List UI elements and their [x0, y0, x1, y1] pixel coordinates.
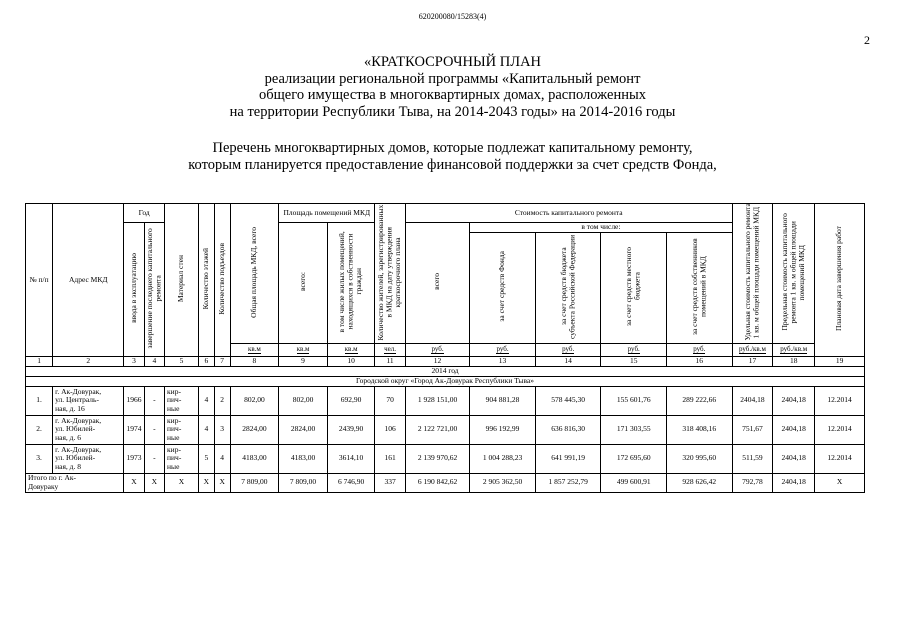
- row-max-cost: 2404,18: [773, 444, 815, 473]
- total-total-area: 7 809,00: [230, 473, 279, 492]
- row-material: кир- пич- ные: [165, 444, 199, 473]
- total-year-last-repair: X: [144, 473, 164, 492]
- subtitle-line: Перечень многоквартирных домов, которые подлежат капитальному ремонту,: [212, 140, 693, 156]
- row-cost-regional: 578 445,30: [535, 386, 601, 415]
- document-subtitle: [0, 140, 905, 173]
- row-total-area: 802,00: [230, 386, 279, 415]
- unit-cell: руб.: [405, 343, 469, 356]
- title-line: на территории Республики Тыва, на 2014-2043 годы» на 2014-2016 годы: [229, 103, 676, 120]
- total-label: Итого по г. Ак- Довураку: [26, 473, 124, 492]
- row-material: кир- пич- ные: [165, 415, 199, 444]
- row-entrances: 4: [214, 444, 230, 473]
- total-residents: 337: [375, 473, 406, 492]
- row-cost-fund: 904 881,28: [470, 386, 536, 415]
- document-title: [0, 54, 905, 120]
- unit-cell: руб./кв.м: [773, 343, 815, 356]
- row-cost-total: 1 928 151,00: [405, 386, 469, 415]
- row-entrances: 3: [214, 415, 230, 444]
- column-number: 12: [405, 356, 469, 366]
- total-floors: X: [198, 473, 214, 492]
- header-year-last-repair: завершение последнего капитального ремонта: [144, 223, 164, 357]
- total-max-cost: 2404,18: [773, 473, 815, 492]
- total-material: X: [165, 473, 199, 492]
- row-unit-cost: 751,67: [732, 415, 773, 444]
- header-residents: Количество жителей, зарегистрированных в МКД на дату утверждения краткосрочного плана: [375, 204, 406, 344]
- row-area-total: 802,00: [279, 386, 328, 415]
- row-cost-local: 171 303,55: [601, 415, 667, 444]
- column-number: 1: [26, 356, 53, 366]
- row-cost-fund: 1 004 288,23: [470, 444, 536, 473]
- row-max-cost: 2404,18: [773, 415, 815, 444]
- row-cost-owners: 320 995,60: [667, 444, 733, 473]
- row-year-commissioning: 1973: [124, 444, 144, 473]
- row-area-residential: 2439,90: [327, 415, 375, 444]
- row-material: кир- пич- ные: [165, 386, 199, 415]
- column-number: 14: [535, 356, 601, 366]
- column-number: 15: [601, 356, 667, 366]
- row-total-area: 2824,00: [230, 415, 279, 444]
- total-unit-cost: 792,78: [732, 473, 773, 492]
- header-unit-cost: Удельная стоимость капитального ремонта 1 кв. м общей площади помещений МКД: [732, 204, 773, 344]
- row-cost-owners: 318 408,16: [667, 415, 733, 444]
- title-line: общего имущества в многоквартирных домах, расположенных: [259, 87, 646, 103]
- header-cost-regional: за счет средств бюджета субъекта Российской Федерации: [535, 233, 601, 344]
- unit-cell: руб./кв.м: [732, 343, 773, 356]
- row-completion-date: 12.2014: [815, 415, 865, 444]
- header-year-group: Год: [124, 204, 165, 223]
- row-address: г. Ак-Довурак, ул. Централь- ная, д. 16: [53, 386, 124, 415]
- total-cost-local: 499 600,91: [601, 473, 667, 492]
- row-residents: 106: [375, 415, 406, 444]
- column-numbers-row: [26, 356, 865, 366]
- column-number: 3: [124, 356, 144, 366]
- header-cost-group: Стоимость капитального ремонта: [405, 204, 732, 223]
- row-cost-total: 2 122 721,00: [405, 415, 469, 444]
- header-wall-material: Материал стен: [165, 204, 199, 357]
- row-floors: 4: [198, 415, 214, 444]
- total-cost-fund: 2 905 362,50: [470, 473, 536, 492]
- header-floors: Количество этажей: [198, 204, 214, 357]
- header-area-group: Площадь помещений МКД: [279, 204, 375, 223]
- header-address: Адрес МКД: [53, 204, 124, 357]
- total-cost-owners: 928 626,42: [667, 473, 733, 492]
- total-area-total: 7 809,00: [279, 473, 328, 492]
- row-cost-local: 172 695,60: [601, 444, 667, 473]
- header-num: № п/п: [26, 204, 53, 357]
- header-total-area: Общая площадь МКД, всего: [230, 204, 279, 344]
- row-address: г. Ак-Довурак, ул. Юбилей- ная, д. 6: [53, 415, 124, 444]
- year-row: 2014 год: [26, 366, 865, 376]
- total-completion-date: X: [815, 473, 865, 492]
- total-row: [26, 473, 865, 492]
- row-cost-fund: 996 192,99: [470, 415, 536, 444]
- unit-cell: руб.: [601, 343, 667, 356]
- column-number: 9: [279, 356, 328, 366]
- row-residents: 70: [375, 386, 406, 415]
- column-number: 19: [815, 356, 865, 366]
- header-entrances: Количество подъездов: [214, 204, 230, 357]
- row-area-residential: 692,90: [327, 386, 375, 415]
- total-entrances: X: [214, 473, 230, 492]
- column-number: 10: [327, 356, 375, 366]
- unit-cell: руб.: [535, 343, 601, 356]
- row-year-last-repair: -: [144, 415, 164, 444]
- column-number: 11: [375, 356, 406, 366]
- column-number: 17: [732, 356, 773, 366]
- column-number: 18: [773, 356, 815, 366]
- header-area-residential: в том числе жилых помещений, находящихся в собственности граждан: [327, 223, 375, 344]
- column-number: 8: [230, 356, 279, 366]
- row-unit-cost: 511,59: [732, 444, 773, 473]
- unit-cell: руб.: [667, 343, 733, 356]
- unit-cell: кв.м: [279, 343, 328, 356]
- row-year-last-repair: -: [144, 444, 164, 473]
- header-including: в том числе:: [470, 223, 732, 233]
- header-max-cost: Предельная стоимость капитального ремонта 1 кв. м общей площади помещений МКД: [773, 204, 815, 344]
- unit-cell: кв.м: [327, 343, 375, 356]
- row-address: г. Ак-Довурак, ул. Юбилей- ная, д. 8: [53, 444, 124, 473]
- row-num: 2.: [26, 415, 53, 444]
- table-row: [26, 415, 865, 444]
- title-line: «КРАТКОСРОЧНЫЙ ПЛАН: [363, 54, 542, 70]
- column-number: 16: [667, 356, 733, 366]
- title-line: реализации региональной программы «Капитальный ремонт: [264, 70, 641, 87]
- column-number: 4: [144, 356, 164, 366]
- column-number: 6: [198, 356, 214, 366]
- row-entrances: 2: [214, 386, 230, 415]
- row-cost-owners: 289 222,66: [667, 386, 733, 415]
- header-year-commissioning: ввода в эксплуатацию: [124, 223, 144, 357]
- row-area-total: 4183,00: [279, 444, 328, 473]
- row-floors: 4: [198, 386, 214, 415]
- row-completion-date: 12.2014: [815, 386, 865, 415]
- total-year-commissioning: X: [124, 473, 144, 492]
- column-number: 2: [53, 356, 124, 366]
- row-floors: 5: [198, 444, 214, 473]
- header-area-total: всего:: [279, 223, 328, 344]
- header-cost-total: всего: [405, 223, 469, 344]
- row-year-last-repair: -: [144, 386, 164, 415]
- row-cost-local: 155 601,76: [601, 386, 667, 415]
- column-number: 13: [470, 356, 536, 366]
- header-cost-local: за счет средств местного бюджета: [601, 233, 667, 344]
- column-number: 5: [165, 356, 199, 366]
- capital-repair-table: [25, 203, 865, 493]
- row-cost-total: 2 139 970,62: [405, 444, 469, 473]
- row-cost-regional: 636 816,30: [535, 415, 601, 444]
- unit-cell: чел.: [375, 343, 406, 356]
- column-number: 7: [214, 356, 230, 366]
- row-total-area: 4183,00: [230, 444, 279, 473]
- row-max-cost: 2404,18: [773, 386, 815, 415]
- document-number: 620200080/15283(4): [418, 12, 487, 21]
- table-row: [26, 386, 865, 415]
- row-num: 3.: [26, 444, 53, 473]
- page-number: 2: [864, 33, 870, 47]
- table-row: [26, 444, 865, 473]
- row-num: 1.: [26, 386, 53, 415]
- row-residents: 161: [375, 444, 406, 473]
- row-area-total: 2824,00: [279, 415, 328, 444]
- row-year-commissioning: 1974: [124, 415, 144, 444]
- region-row: Городской округ «Город Ак-Довурак Республики Тыва»: [26, 376, 865, 386]
- unit-cell: руб.: [470, 343, 536, 356]
- row-unit-cost: 2404,18: [732, 386, 773, 415]
- row-cost-regional: 641 991,19: [535, 444, 601, 473]
- total-cost-regional: 1 857 252,79: [535, 473, 601, 492]
- total-cost-total: 6 190 842,62: [405, 473, 469, 492]
- header-completion-date: Плановая дата завершения работ: [815, 204, 865, 357]
- header-cost-owners: за счет средств собственников помещений в МКД: [667, 233, 733, 344]
- subtitle-line: которым планируется предоставление финансовой поддержки за счет средств Фонда,: [188, 156, 717, 173]
- unit-cell: кв.м: [230, 343, 279, 356]
- row-area-residential: 3614,10: [327, 444, 375, 473]
- row-year-commissioning: 1966: [124, 386, 144, 415]
- header-cost-fund: за счет средств Фонда: [470, 233, 536, 344]
- row-completion-date: 12.2014: [815, 444, 865, 473]
- total-area-residential: 6 746,90: [327, 473, 375, 492]
